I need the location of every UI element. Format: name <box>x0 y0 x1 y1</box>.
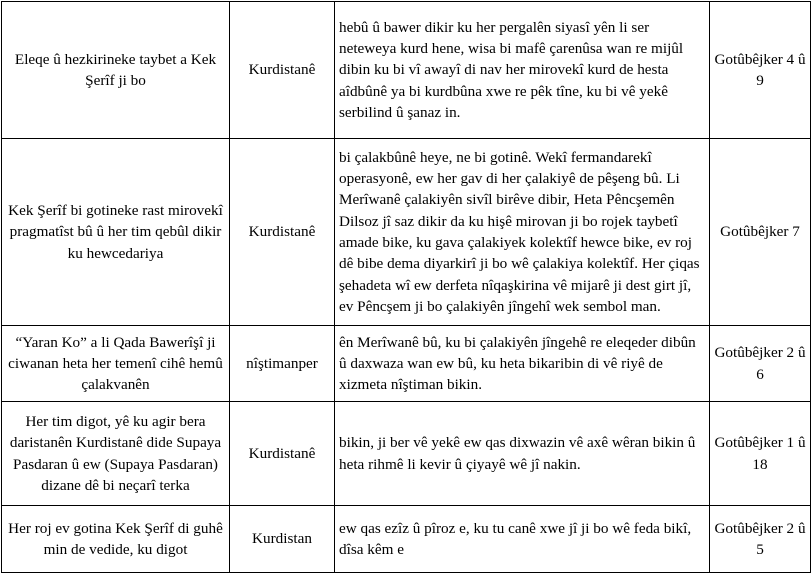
table-row <box>2 506 811 573</box>
interviewee-cell: Gotûbêjker 2 û 6 <box>710 326 811 402</box>
table-row <box>2 2 811 139</box>
interviewee-cell: Gotûbêjker 1 û 18 <box>710 402 811 506</box>
quote-end-cell: bikin, ji ber vê yekê ew qas dixwazin vê axê wêran bikin û heta rihmê li kevir û çiyayê wê jî nakin. <box>335 402 710 506</box>
interviewee-cell: Gotûbêjker 4 û 9 <box>710 2 811 139</box>
keyword-cell: Kurdistan <box>230 506 335 573</box>
quote-end-cell: bi çalakbûnê heye, ne bi gotinê. Wekî fermandarekî operasyonê, ew her gav di her çalakiyê de pêşeng bû. Li Merîwanê çalakiyên sivîl birêve dibir, Heta Pêncşemên Dilsoz jî saz dikir da ku hişê mirovan ji bo rojek taybetî amade bike, ku gava çalakiyek kolektîf hewce bike, ev roj dê bibe dema diyarkirî ji bo wê çalakiya kolektîf. Her çiqas şehadeta wî ew derfeta nîqaşkirina vê mijarê ji dest girt jî, ev Pêncşem ji bo çalakiyên jîngehî wek sembol man. <box>335 139 710 326</box>
quote-end-cell: ên Merîwanê bû, ku bi çalakiyên jîngehê re eleqeder dibûn û daxwaza wan ew bû, ku heta bikaribin di vê riyê de xizmeta nîştiman bikin. <box>335 326 710 402</box>
keyword-cell: Kurdistanê <box>230 139 335 326</box>
quote-start-cell: Her roj ev gotina Kek Şerîf di guhê min de vedide, ku digot <box>2 506 230 573</box>
quote-start-cell: Eleqe û hezkirineke taybet a Kek Şerîf ji bo <box>2 2 230 139</box>
quote-start-cell: Kek Şerîf bi gotineke rast mirovekî pragmatîst bû û her tim qebûl dikir ku hewcedariya <box>2 139 230 326</box>
quotes-table <box>1 1 811 573</box>
table-row <box>2 326 811 402</box>
interviewee-cell: Gotûbêjker 2 û 5 <box>710 506 811 573</box>
table-row <box>2 139 811 326</box>
keyword-cell: nîştimanper <box>230 326 335 402</box>
quote-end-cell: ew qas ezîz û pîroz e, ku tu canê xwe jî ji bo wê feda bikî, dîsa kêm e <box>335 506 710 573</box>
interviewee-cell: Gotûbêjker 7 <box>710 139 811 326</box>
quote-start-cell: Her tim digot, yê ku agir bera daristanên Kurdistanê dide Supaya Pasdaran û ew (Supaya Pasdaran) dizane dê bi neçarî terka <box>2 402 230 506</box>
quote-end-cell: hebû û bawer dikir ku her pergalên siyasî yên li ser neteweya kurd hene, wisa bi mafê çarenûsa wan re mijûl dibin ku bi vî awayî di nav her mirovekî kurd de hesta aîdbûnê ya bi kurdbûna xwe re pêk tîne, ku bi vê yekê serbilind û şanaz in. <box>335 2 710 139</box>
keyword-cell: Kurdistanê <box>230 402 335 506</box>
table-row <box>2 402 811 506</box>
keyword-cell: Kurdistanê <box>230 2 335 139</box>
quote-start-cell: “Yaran Ko” a li Qada Bawerîşî ji ciwanan heta her temenî cihê hemû çalakvanên <box>2 326 230 402</box>
